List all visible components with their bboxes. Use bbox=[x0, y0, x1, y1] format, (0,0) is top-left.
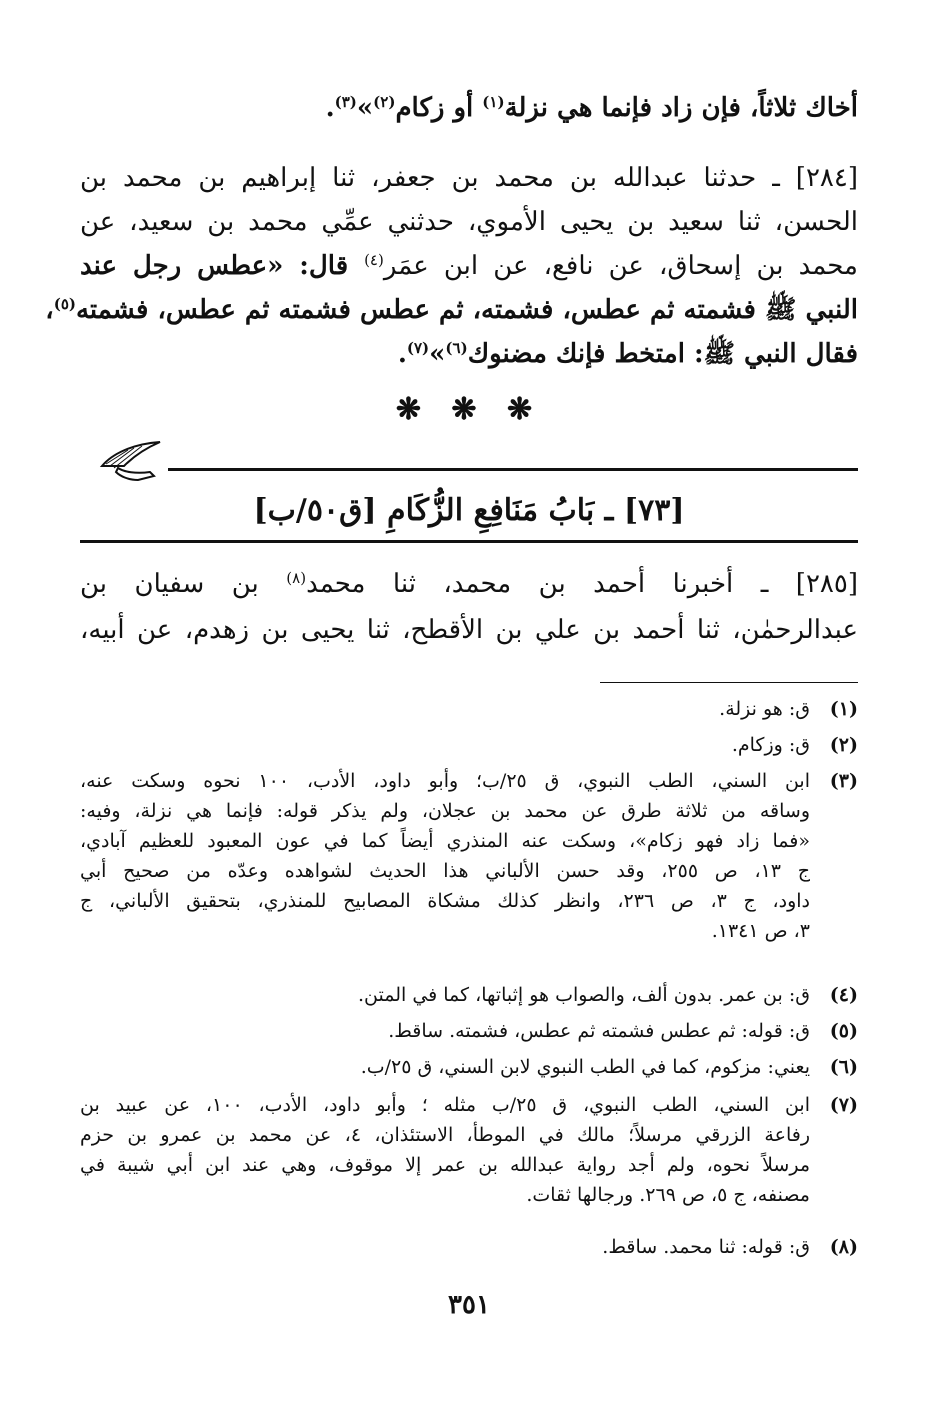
footnote-text: ابن السني، الطب النبوي، ق ٢٥/ب مثله ؛ وأبو داود، الأدب، ١٠٠، عن عبيد بن bbox=[80, 1094, 810, 1116]
footnote-ref-3[interactable]: (٣) bbox=[334, 93, 357, 111]
footnote-text: رفاعة الزرقي مرسلاً؛ مالك في الموطأ، الاستئذان، ٤، عن محمد بن عمرو بن حزم bbox=[80, 1124, 811, 1146]
footnote-4 bbox=[80, 980, 858, 1010]
footnote-7 bbox=[80, 1090, 858, 1210]
footnote-text: ق: هو نزلة. bbox=[719, 698, 810, 720]
footnote-text: داود، ج ٣، ص ٢٣٦، وانظر كذلك مشكاة المصابيح للمنذري، بتحقيق الألباني، ج bbox=[80, 890, 810, 912]
page-number: ٣٥١ bbox=[448, 1290, 490, 1320]
footnote-2 bbox=[80, 730, 858, 760]
footnote-8 bbox=[80, 1232, 858, 1262]
footnote-number: (٧) bbox=[829, 1094, 858, 1116]
footnote-text: «فما زاد فهو زكام»، وسكت عنه المنذري أيضاً كما في عون المعبود للعظيم آبادي، bbox=[80, 830, 810, 852]
footnote-text: ج ١٣، ص ٢٥٥، وقد حسن الألباني هذا الحديث لشواهده وعدّه من صحيح أبي bbox=[80, 860, 810, 882]
hadith-284-line-3: محمد بن إسحاق، عن نافع، عن ابن عمَر$^{(٤)}$ قال: «عطس رجل عند bbox=[80, 251, 858, 281]
chapter-bottom-rule bbox=[80, 540, 858, 543]
footnote-ref-1[interactable]: (١) bbox=[482, 93, 505, 111]
footnote-text: مصنفه، ج ٥، ص ٢٦٩. ورجالها ثقات. bbox=[526, 1184, 810, 1206]
footnote-text: ق: بن عمر. بدون ألف، والصواب هو إثباتها، كما في المتن. bbox=[357, 984, 810, 1006]
hadith-285-line-1: [٢٨٥] ـ أخبرنا أحمد بن محمد، ثنا محمد$^{(٨)}$ بن سفيان بن bbox=[80, 569, 859, 599]
footnote-number: (٨) bbox=[829, 1236, 858, 1258]
footnote-5 bbox=[80, 1016, 858, 1046]
footnote-text: ابن السني، الطب النبوي، ق ٢٥/ب؛ وأبو داود، الأدب، ١٠٠ نحوه وسكت عنه، bbox=[80, 770, 811, 792]
footnote-text: مرسلاً نحوه، ولم أجد رواية عبدالله بن عمر إلا موقوف، وهي عند ابن أبي شيبة في bbox=[80, 1154, 810, 1176]
hadith-284-line-2: الحسن، ثنا سعيد بن يحيى الأموي، حدثني عمِّي محمد بن سعيد، عن bbox=[80, 207, 858, 237]
hadith-284-line-1: [٢٨٤] ـ حدثنا عبدالله بن محمد بن جعفر، ثنا إبراهيم بن محمد بن bbox=[80, 163, 858, 193]
chapter-title: [٧٣] ـ بَابُ مَنَافِعِ الزُّكَامِ [ق٥٠/ب] bbox=[253, 493, 685, 528]
hadith-284-line-4: النبي ﷺ فشمته ثم عطس، فشمته، ثم عطس فشمته ثم عطس، فشمته$^{(٥)}$، bbox=[45, 295, 858, 325]
footnote-ref-7[interactable]: (٧) bbox=[406, 339, 430, 357]
footnote-ref-5[interactable]: (٥) bbox=[53, 295, 76, 313]
footnote-number: (١) bbox=[829, 698, 858, 720]
footnote-number: (٤) bbox=[829, 984, 858, 1006]
footnote-text: وساقه من ثلاثة طرق عن محمد بن عجلان، ولم يذكر قوله: فإنما هي نزلة، وفيه: bbox=[80, 800, 810, 822]
footnote-number: (٥) bbox=[829, 1020, 858, 1042]
hadith-284-line-5: فقال النبي ﷺ: امتخط فإنك مضنوك$^{(٦)}$»$^{(٧)}$. bbox=[397, 339, 858, 369]
footnote-number: (٢) bbox=[829, 734, 858, 756]
footnote-text: ق: وزكام. bbox=[731, 734, 810, 756]
section-separator-stars: ❋ ❋ ❋ bbox=[395, 392, 543, 427]
footnote-3 bbox=[80, 766, 858, 946]
footnote-ref-2[interactable]: (٢) bbox=[373, 93, 396, 111]
footnote-text: ق: قوله: ثنا محمد. ساقط. bbox=[602, 1236, 810, 1258]
footnote-text: ٣، ص ١٣٤١. bbox=[711, 920, 810, 942]
footnote-number: (٦) bbox=[829, 1056, 858, 1078]
footnote-6 bbox=[80, 1052, 858, 1082]
footnote-ref-8[interactable]: (٨) bbox=[286, 569, 307, 587]
footnote-1 bbox=[80, 694, 858, 724]
footnote-text: يعني: مزكوم، كما في الطب النبوي لابن السني، ق ٢٥/ب. bbox=[360, 1056, 810, 1078]
footnote-ref-4[interactable]: (٤) bbox=[364, 251, 384, 269]
hadith-285-line-2: عبدالرحمٰن، ثنا أحمد بن علي بن الأقطح، ثنا يحيى بن زهدم، عن أبيه، bbox=[80, 615, 858, 645]
footnote-ref-6[interactable]: (٦) bbox=[445, 339, 468, 357]
chapter-top-rule bbox=[168, 468, 858, 471]
footnote-separator bbox=[600, 682, 858, 683]
footnote-number: (٣) bbox=[829, 770, 858, 792]
continuation-line: أخاك ثلاثاً، فإن زاد فإنما هي نزلة$^{(١)}$ أو زكام$^{(٢)}$»$^{(٣)}$. bbox=[325, 93, 858, 123]
footnote-text: ق: قوله: ثم عطس فشمته ثم عطس، فشمته. ساقط. bbox=[388, 1020, 810, 1042]
quill-ornament-icon bbox=[98, 436, 168, 482]
